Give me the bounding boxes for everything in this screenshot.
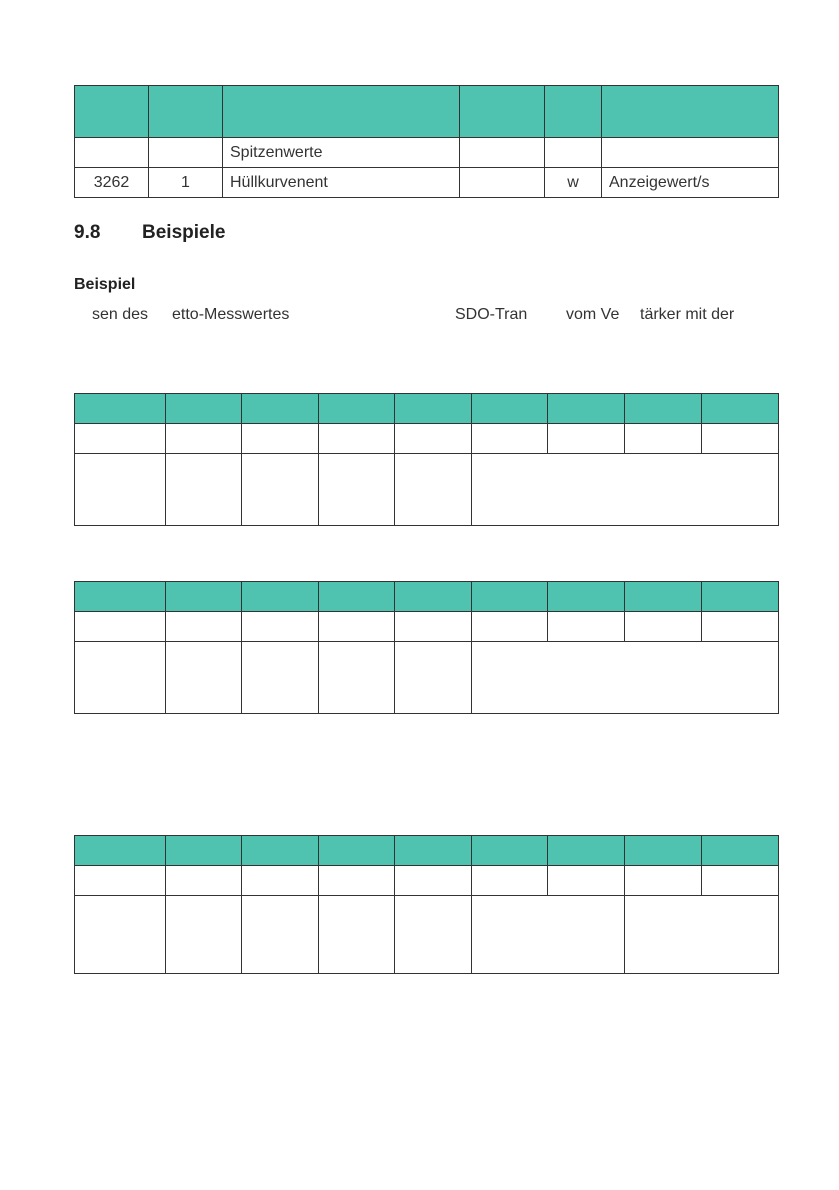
- header-cell: [602, 86, 779, 138]
- desc-cell: [75, 896, 166, 974]
- table-row: [75, 642, 779, 714]
- header-cell: [319, 394, 395, 424]
- header-cell: [702, 394, 779, 424]
- desc-cell: [166, 454, 242, 526]
- byte-cell: [472, 612, 548, 642]
- header-cell: [166, 836, 242, 866]
- type-cell: [460, 168, 545, 198]
- message-table: [74, 581, 779, 714]
- header-cell: [75, 394, 166, 424]
- byte-cell: [625, 866, 702, 896]
- access-cell: w: [545, 168, 602, 198]
- table-row: [75, 168, 779, 198]
- subindex-cell: [149, 138, 223, 168]
- header-cell: [545, 86, 602, 138]
- index-cell: 3262: [75, 168, 149, 198]
- header-cell: [625, 394, 702, 424]
- header-cell: [319, 582, 395, 612]
- type-cell: [460, 138, 545, 168]
- header-cell: [625, 582, 702, 612]
- desc-cell: [319, 454, 395, 526]
- byte-cell: [702, 866, 779, 896]
- access-cell: [545, 138, 602, 168]
- byte-cell: [75, 612, 166, 642]
- desc-cell: [395, 454, 472, 526]
- message-table: [74, 393, 779, 526]
- header-cell: [548, 394, 625, 424]
- byte-cell: [472, 866, 548, 896]
- name-cell: Spitzenwerte: [223, 138, 460, 168]
- byte-cell: [319, 866, 395, 896]
- desc-cell: [319, 642, 395, 714]
- header-cell: [166, 394, 242, 424]
- header-cell: [149, 86, 223, 138]
- header-cell: [702, 836, 779, 866]
- header-cell: [395, 836, 472, 866]
- header-cell: [75, 582, 166, 612]
- example-text-fragment: tärker mit der: [640, 306, 735, 323]
- desc-cell: [75, 454, 166, 526]
- header-cell: [75, 836, 166, 866]
- example-text-fragment: sen des: [92, 306, 149, 323]
- header-cell: [242, 582, 319, 612]
- header-cell: [702, 582, 779, 612]
- example-label: Beispiel: [74, 276, 136, 293]
- byte-cell: [625, 424, 702, 454]
- table-row: [75, 866, 779, 896]
- byte-cell: [395, 424, 472, 454]
- byte-cell: [395, 612, 472, 642]
- header-cell: [395, 582, 472, 612]
- byte-cell: [75, 424, 166, 454]
- desc-cell: [75, 642, 166, 714]
- message-table: [74, 835, 779, 974]
- subindex-cell: 1: [149, 168, 223, 198]
- byte-cell: [319, 424, 395, 454]
- byte-cell: [472, 424, 548, 454]
- desc-cell: [242, 454, 319, 526]
- message-table-header: [75, 394, 779, 424]
- byte-cell: [548, 424, 625, 454]
- desc-cell: [166, 896, 242, 974]
- unit-cell: Anzeigewert/s: [602, 168, 779, 198]
- byte-cell: [548, 612, 625, 642]
- index-cell: [75, 138, 149, 168]
- desc-cell-wide: [625, 896, 779, 974]
- byte-cell: [242, 612, 319, 642]
- table-row: [75, 454, 779, 526]
- byte-cell: [395, 866, 472, 896]
- header-cell: [395, 394, 472, 424]
- parameter-table: [74, 85, 779, 198]
- byte-cell: [242, 866, 319, 896]
- byte-cell: [625, 612, 702, 642]
- header-cell: [223, 86, 460, 138]
- header-cell: [166, 582, 242, 612]
- parameter-table-header: [75, 86, 779, 138]
- byte-cell: [166, 612, 242, 642]
- desc-cell: [395, 896, 472, 974]
- header-cell: [319, 836, 395, 866]
- byte-cell: [166, 424, 242, 454]
- header-cell: [472, 836, 548, 866]
- byte-cell: [548, 866, 625, 896]
- section-heading: [74, 222, 225, 244]
- byte-cell: [166, 866, 242, 896]
- example-text-fragment: SDO-Tran: [455, 306, 528, 323]
- byte-cell: [702, 612, 779, 642]
- example-text-fragment: vom Ve: [566, 306, 620, 323]
- desc-cell: [166, 642, 242, 714]
- table-row: [75, 896, 779, 974]
- section-number: 9.8: [74, 222, 101, 243]
- byte-cell: [75, 866, 166, 896]
- header-cell: [242, 394, 319, 424]
- byte-cell: [702, 424, 779, 454]
- table-row: [75, 612, 779, 642]
- table-row: [75, 424, 779, 454]
- desc-cell-wide: [472, 454, 779, 526]
- message-table-header: [75, 582, 779, 612]
- table-row: [75, 138, 779, 168]
- header-cell: [460, 86, 545, 138]
- example-text-fragment: etto-Messwertes: [172, 306, 290, 323]
- header-cell: [472, 394, 548, 424]
- header-cell: [472, 582, 548, 612]
- desc-cell: [242, 642, 319, 714]
- desc-cell-wide: [472, 896, 625, 974]
- message-table-header: [75, 836, 779, 866]
- header-cell: [548, 836, 625, 866]
- desc-cell-wide: [472, 642, 779, 714]
- name-cell: Hüllkurvenent: [223, 168, 460, 198]
- byte-cell: [242, 424, 319, 454]
- header-cell: [75, 86, 149, 138]
- desc-cell: [242, 896, 319, 974]
- header-cell: [625, 836, 702, 866]
- byte-cell: [319, 612, 395, 642]
- header-cell: [548, 582, 625, 612]
- unit-cell: [602, 138, 779, 168]
- section-title: Beispiele: [142, 222, 226, 243]
- desc-cell: [395, 642, 472, 714]
- desc-cell: [319, 896, 395, 974]
- header-cell: [242, 836, 319, 866]
